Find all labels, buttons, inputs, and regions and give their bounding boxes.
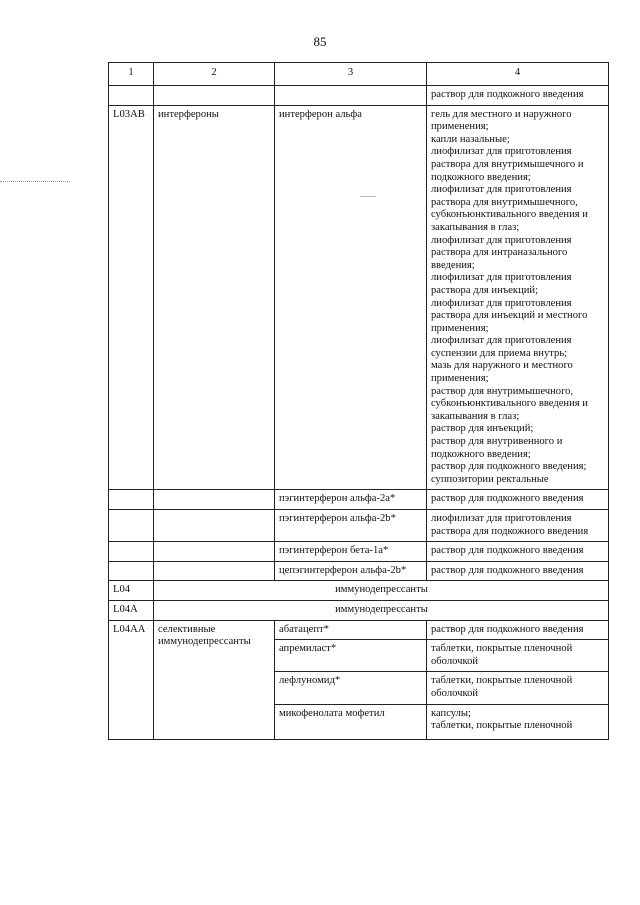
dosage-form: раствор для внутривенного и подкожного введения; [431,436,563,460]
table-row [109,600,609,620]
table-row [109,510,609,542]
page-number: 85 [313,34,327,49]
table-row [109,581,609,601]
column-header: 4 [427,63,609,86]
dosage-form: раствор для подкожного введения [427,542,609,562]
drug-name: пэгинтерферон бета-1а* [275,542,427,562]
atc-code: L04 [109,581,154,601]
dosage-form: лиофилизат для приготовления раствора для внутримышечного, субконъюнктивального введения и закапывания в глаз; [431,184,588,233]
dosage-form: лиофилизат для приготовления раствора для подкожного введения [427,510,609,542]
atc-code: L04A [109,600,154,620]
dosage-form: раствор для подкожного введения [427,490,609,510]
dosage-form: лиофилизат для приготовления раствора для внутримышечного и подкожного введения; [431,146,584,183]
dosage-form: лиофилизат для приготовления раствора для интраназального введения; [431,234,572,271]
column-header: 3 [275,63,427,86]
dosage-form: таблетки, покрытые пленочной оболочкой [427,672,609,704]
dosage-form: лиофилизат для приготовления раствора для инъекций; [431,272,572,296]
dosage-form: раствор для подкожного введения; [431,461,587,473]
drug-table [108,62,609,740]
dosage-form: капли назальные; [431,133,510,145]
header-row [109,63,609,86]
dosage-form: лиофилизат для приготовления суспензии для приема внутрь; [431,335,572,359]
group-name: селективные иммунодепрессанты [154,620,275,739]
section-title: иммунодепрессанты [154,581,609,601]
scan-mark [0,181,70,182]
drug-name: апремиласт* [275,640,427,672]
drug-name: интерферон альфа [275,105,427,490]
dosage-form: раствор для подкожного введения [427,561,609,581]
dosage-form: капсулы; таблетки, покрытые пленочной [427,704,609,739]
drug-name: пэгинтерферон альфа-2а* [275,490,427,510]
dosage-form: лиофилизат для приготовления раствора для инъекций и местного применения; [431,297,588,334]
table-row [109,86,609,106]
dosage-form: гель для местного и наружного применения; [431,108,572,133]
section-title: иммунодепрессанты [154,600,609,620]
dosage-form: таблетки, покрытые пленочной оболочкой [427,640,609,672]
dosage-form: суппозитории ректальные [431,473,549,485]
atc-code: L04AA [109,620,154,739]
dosage-form: раствор для подкожного введения [427,86,609,106]
table-row [109,561,609,581]
column-header: 2 [154,63,275,86]
dosage-form: раствор для внутримышечного, субконъюнктивального введения и закапывания в глаз; [431,385,588,422]
drug-name: микофенолата мофетил [275,704,427,739]
dosage-form: раствор для подкожного введения [427,620,609,640]
dosage-forms [427,105,609,490]
drug-name: пэгинтерферон альфа-2b* [275,510,427,542]
table-row [109,542,609,562]
table-row [109,620,609,640]
group-name: интерфероны [154,105,275,490]
atc-code: L03AB [109,105,154,490]
table-row [109,105,609,490]
drug-name: лефлуномид* [275,672,427,704]
drug-name: цепэгинтерферон альфа-2b* [275,561,427,581]
drug-name: абатацепт* [275,620,427,640]
dosage-form: мазь для наружного и местного применения; [431,360,573,385]
table-row [109,490,609,510]
column-header: 1 [109,63,154,86]
dosage-form: раствор для инъекций; [431,423,534,435]
